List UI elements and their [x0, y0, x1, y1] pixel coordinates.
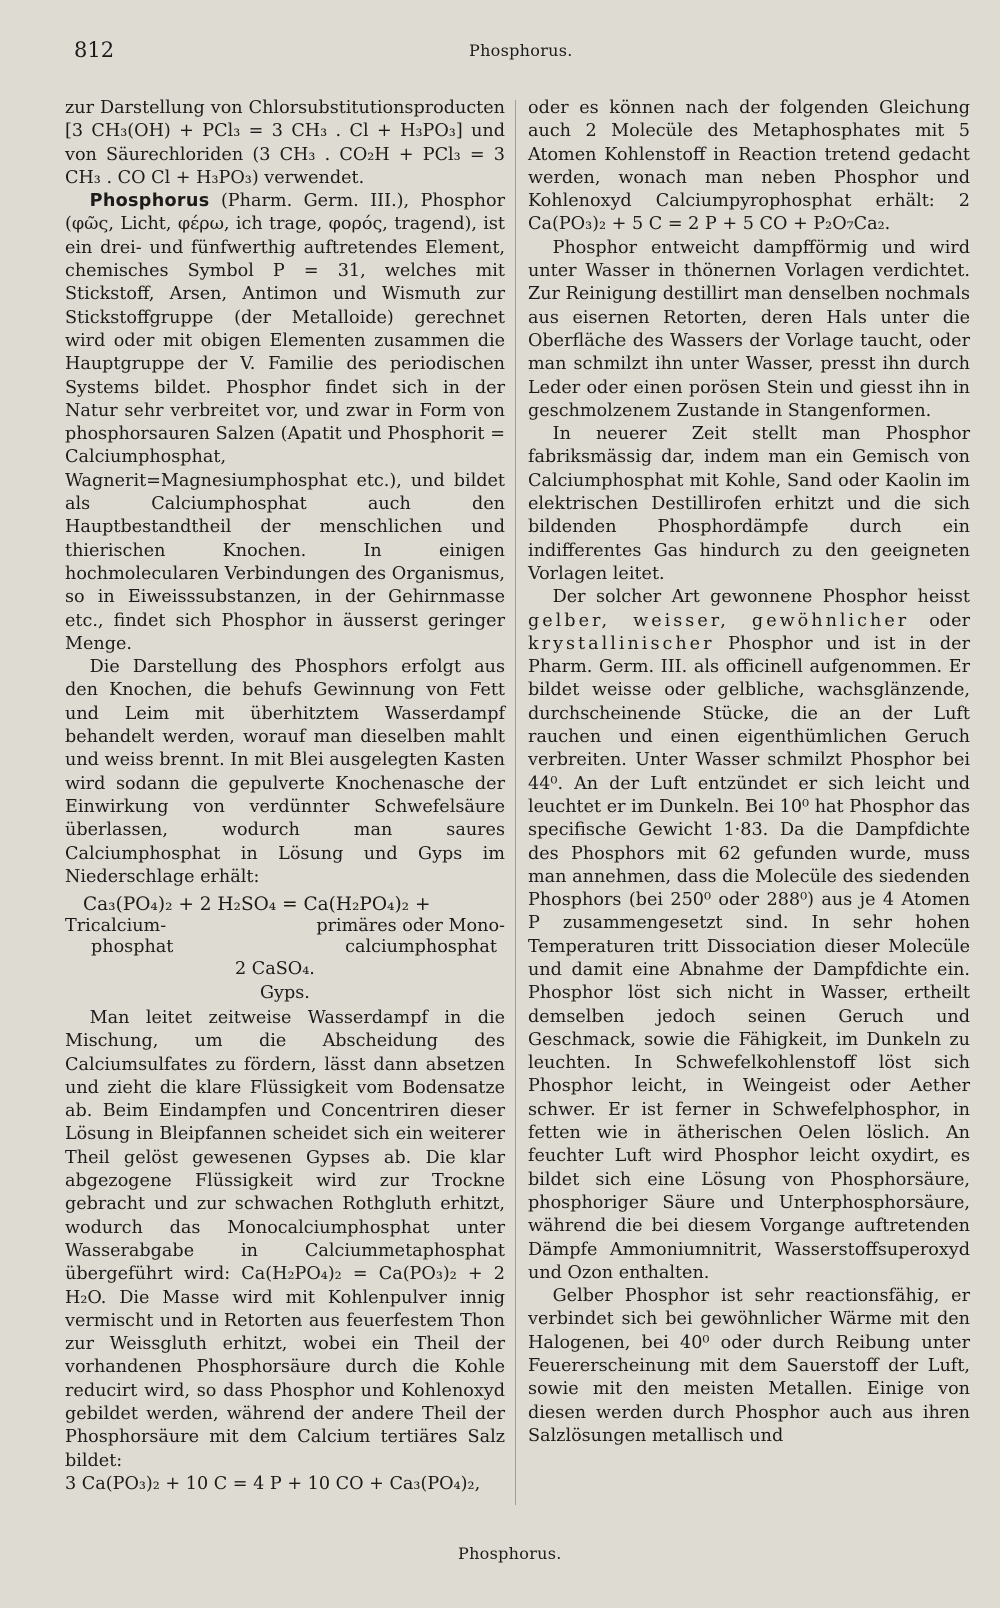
equation-product: 2 CaSO₄. [235, 959, 315, 980]
paragraph-phosphorus-entry [65, 190, 505, 656]
paragraph-reactionsfaehig: Gelber Phosphor ist sehr reactionsfähig, er verbindet sich bei gewöhnlicher Wärme mit den Halogenen, bei 40⁰ oder durch Reibung unter Feuererscheinung mit dem Sauerstoff der Luft, sowie mit den meisten Metallen. Einige von diesen werden durch Phosphor auch aus ihren Salzlösungen metallisch und [528, 1286, 970, 1446]
equation-label-primaeres: primäres oder Mono- [316, 916, 505, 937]
equation-label-calciumphosphat: calciumphosphat [345, 937, 497, 958]
catchword-footer: Phosphorus. [458, 1544, 562, 1563]
entry-text: (Pharm. Germ. III.), Phosphor (φῶς, Licht, φέρω, ich trage, φορός, tragend), ist ein drei- und fünfwerthig auftretendes Element, chemisches Symbol P = 31, welches mit Stickstoff, Arsen, Antimon und Wismuth zur Stickstoffgruppe (der Metalloide) gerechnet wird oder mit obigen Elementen zusammen die Hauptgruppe der V. Familie des periodischen Systems bildet. Phosphor findet sich in der Natur sehr verbreitet vor, und zwar in Form von phosphorsauren Salzen (Apatit und Phosphorit = Calciumphosphat, Wagnerit=Magnesiumphosphat etc.), und bildet als Calciumphosphat auch den Hauptbestandtheil der menschlichen und thierischen Knochen. In einigen hochmolecularen Verbindungen des Organismus, so in Eiweisssubstanzen, in der Gehirnmasse etc., findet sich Phosphor in äusserst geringer Menge. [65, 191, 505, 654]
paragraph-wasserdampf: Man leitet zeitweise Wasserdampf in die Mischung, um die Abscheidung des Calciumsulfates zu fördern, lässt dann absetzen und zieht die klare Flüssigkeit vom Bodensatze ab. Beim Eindampfen und Concentriren dieser Lösung in Bleipfannen scheidet sich ein weiterer Theil gelöst gewesenen Gypses ab. Die klar abgezogene Flüssigkeit wird zur Trockne gebracht und zur schwachen Rothgluth erhitzt, wodurch das Monocalciumphosphat unter Wasserabgabe in Calciummetaphosphat übergeführt wird: Ca(H₂PO₄)₂ = Ca(PO₃)₂ + 2 H₂O. Die Masse wird mit Kohlenpulver innig vermischt und in Retorten aus feuerfestem Thon zur Weissgluth erhitzt, wobei ein Theil der vorhandenen Phosphorsäure durch die Kohle reducirt wird, so dass Phosphor und Kohlenoxyd gebildet werden, während der andere Theil der Phosphorsäure mit dem Calcium tertiäres Salz bildet: [65, 1007, 505, 1471]
page-header [74, 38, 962, 68]
equation-labels-row-2 [65, 937, 505, 958]
entry-keyword: Phosphorus [89, 191, 210, 212]
paragraph-gelber-phosphor [528, 586, 970, 1285]
left-column [65, 97, 505, 1496]
text-span: Der solcher Art gewonnene Phosphor heisst [552, 587, 970, 608]
paragraph-destillation: Phosphor entweicht dampfförmig und wird unter Wasser in thönernen Vorlagen verdichtet. Zur Reinigung destillirt man denselben nochmals aus eisernen Retorten, deren Hals unter die Oberfläche des Wassers der Vorlage taucht, oder man schmilzt ihn unter Wasser, presst ihn durch Leder oder einen porösen Stein und giesst ihn in geschmolzenem Zustande in Stangenformen. [528, 237, 970, 421]
column-divider [515, 100, 516, 1505]
spaced-term-gelber: gelber, weisser, gewöhnlicher [528, 610, 910, 631]
paragraph-gleichung: oder es können nach der folgenden Gleichung auch 2 Molecüle des Metaphosphates mit 5 Atomen Kohlenstoff in Reaction tretend gedacht werden, wonach man neben Phosphor und Kohlenoxyd Calciumpyrophosphat erhält: 2 Ca(PO₃)₂ + 5 C = 2 P + 5 CO + P₂O₇Ca₂. [528, 98, 970, 235]
right-column [528, 97, 970, 1448]
paragraph-fabriksmaessig: In neuerer Zeit stellt man Phosphor fabriksmässig dar, indem man ein Gemisch von Calciumphosphat mit Kohle, Sand oder Kaolin im elektrischen Destillirofen erhitzt und die sich bildenden Phosphordämpfe durch ein indifferentes Gas hindurch zu den geeigneten Vorlagen leitet. [528, 424, 970, 584]
equation-label-phosphat: phosphat [91, 937, 174, 958]
equation-main: Ca₃(PO₄)₂ + 2 H₂SO₄ = Ca(H₂PO₄)₂ + [83, 894, 431, 916]
text-span: oder [909, 610, 970, 631]
running-title: Phosphorus. [469, 41, 573, 60]
paragraph-darstellung: Die Darstellung des Phosphors erfolgt aus den Knochen, die behufs Gewinnung von Fett und Leim mit überhitztem Wasserdampf behandelt werden, worauf man dieselben mahlt und weiss brennt. In mit Blei ausgelegten Kasten wird sodann die gepulverte Knochenasche der Einwirkung von verdünnter Schwefelsäure überlassen, wodurch man saures Calciumphosphat in Lösung und Gyps im Niederschlage erhält: [65, 657, 506, 887]
equation-label-tricalcium: Tricalcium- [65, 916, 167, 937]
equation-reduction: 3 Ca(PO₃)₂ + 10 C = 4 P + 10 CO + Ca₃(PO₄)₂, [65, 1473, 481, 1494]
text-span: Phosphor und ist in der Pharm. Germ. III. als officinell aufgenommen. Er bildet weisse oder gelbliche, wachsglänzende, durchscheinende Stücke, die an der Luft rauchen und einen eigenthümlichen Geruch verbreiten. Unter Wasser schmilzt Phosphor bei 44⁰. An der Luft entzündet er sich leicht und leuchtet er im Dunkeln. Bei 10⁰ hat Phosphor das specifische Gewicht 1·83. Da die Dampfdichte des Phosphors mit 62 gefunden wurde, muss man annehmen, dass die Molecüle des siedenden Phosphors (bei 250⁰ oder 288⁰) aus je 4 Atomen P zusammengesetzt sind. In sehr hohen Temperaturen tritt Dissociation dieser Molecüle und damit eine Abnahme der Dampfdichte ein. Phosphor löst sich nicht in Wasser, ertheilt demselben jedoch seinen Geruch und Geschmack, sowie die Fähigkeit, im Dunkeln zu leuchten. In Schwefelkohlenstoff löst sich Phosphor leicht, in Weingeist oder Aether schwer. Er ist ferner in Schwefelphosphor, in fetten wie in ätherischen Oelen löslich. An feuchter Luft wird Phosphor leicht oxydirt, es bildet sich eine Lösung von Phosphorsäure, phosphoriger Säure und Unterphosphorsäure, während die bei diesem Vorgange auftretenden Dämpfe Ammoniumnitrit, Wasserstoffsuperoxyd und Ozon enthalten. [528, 633, 970, 1283]
chemical-equation-block [65, 893, 505, 1005]
spaced-term-krystallinischer: krystallinischer [528, 633, 715, 654]
paragraph-continued: zur Darstellung von Chlorsubstitutionsproducten [3 CH₃(OH) + PCl₃ = 3 CH₃ . Cl + H₃PO₃] und von Säurechloriden (3 CH₃ . CO₂H + PCl₃ = 3 CH₃ . CO Cl + H₃PO₃) verwendet. [65, 98, 505, 188]
equation-product-label: Gyps. [260, 982, 310, 1003]
equation-labels-row-1 [65, 916, 505, 937]
page-number: 812 [74, 38, 115, 62]
